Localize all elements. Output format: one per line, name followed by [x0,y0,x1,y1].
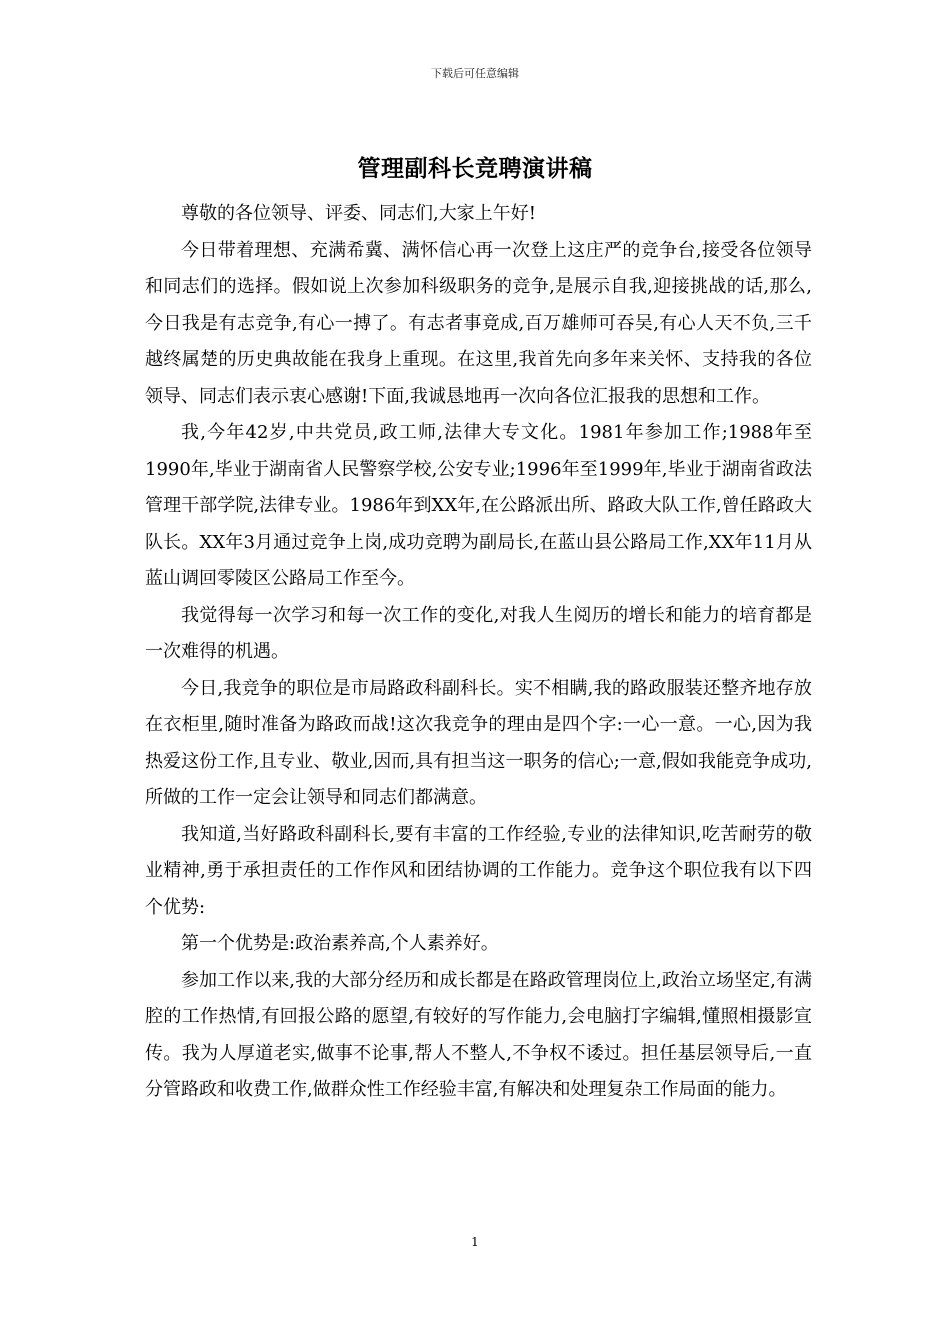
paragraph-requirements: 我知道,当好路政科副科长,要有丰富的工作经验,专业的法律知识,吃苦耐劳的敬业精神,勇于承担责任的工作作风和团结协调的工作能力。竞争这个职位我有以下四个优势: [145,823,812,918]
paragraph-introduction: 今日带着理想、充满希冀、满怀信心再一次登上这庄严的竞争台,接受各位领导和同志们的选择。假如说上次参加科级职务的竞争,是展示自我,迎接挑战的话,那么,今日我是有志竞争,有心一搏了。有志者事竟成,百万雄师可吞吴,有心人天不负,三千越终属楚的历史典故能在我身上重现。在这里,我首先向多年来关怀、支持我的各位领导、同志们表示衷心感谢!下面,我诚恳地再一次向各位汇报我的思想和工作。 [145,239,812,407]
document-body [145,196,812,1109]
paragraph-position-reason: 今日,我竞争的职位是市局路政科副科长。实不相瞒,我的路政服装还整齐地存放在衣柜里,随时准备为路政而战!这次我竞争的理由是四个字:一心一意。一心,因为我热爱这份工作,且专业、敬业,因而,具有担当这一职务的信心;一意,假如我能竞争成功,所做的工作一定会让领导和同志们都满意。 [145,677,812,808]
page-header-note: 下载后可任意编辑 [431,67,519,80]
paragraph-experience: 参加工作以来,我的大部分经历和成长都是在路政管理岗位上,政治立场坚定,有满腔的工作热情,有回报公路的愿望,有较好的写作能力,会电脑打字编辑,懂照相摄影宣传。我为人厚道老实,做事不论事,帮人不整人,不争权不诿过。担任基层领导后,一直分管路政和收费工作,做群众性工作经验丰富,有解决和处理复杂工作局面的能力。 [145,969,812,1100]
page-number: 1 [471,1235,479,1249]
paragraph-first-advantage: 第一个优势是:政治素养高,个人素养好。 [181,933,499,954]
paragraph-opportunity: 我觉得每一次学习和每一次工作的变化,对我人生阅历的增长和能力的培育都是一次难得的机遇。 [145,604,812,662]
document-title: 管理副科长竞聘演讲稿 [357,156,593,182]
paragraph-greeting: 尊敬的各位领导、评委、同志们,大家上午好! [181,203,536,224]
paragraph-personal-background: 我,今年42岁,中共党员,政工师,法律大专文化。1981年参加工作;1988年至1990年,毕业于湖南省人民警察学校,公安专业;1996年至1999年,毕业于湖南省政法管理干部学院,法律专业。1986年到XX年,在公路派出所、路政大队工作,曾任路政大队长。XX年3月通过竞争上岗,成功竞聘为副局长,在蓝山县公路局工作,XX年11月从蓝山调回零陵区公路局工作至今。 [145,422,812,589]
